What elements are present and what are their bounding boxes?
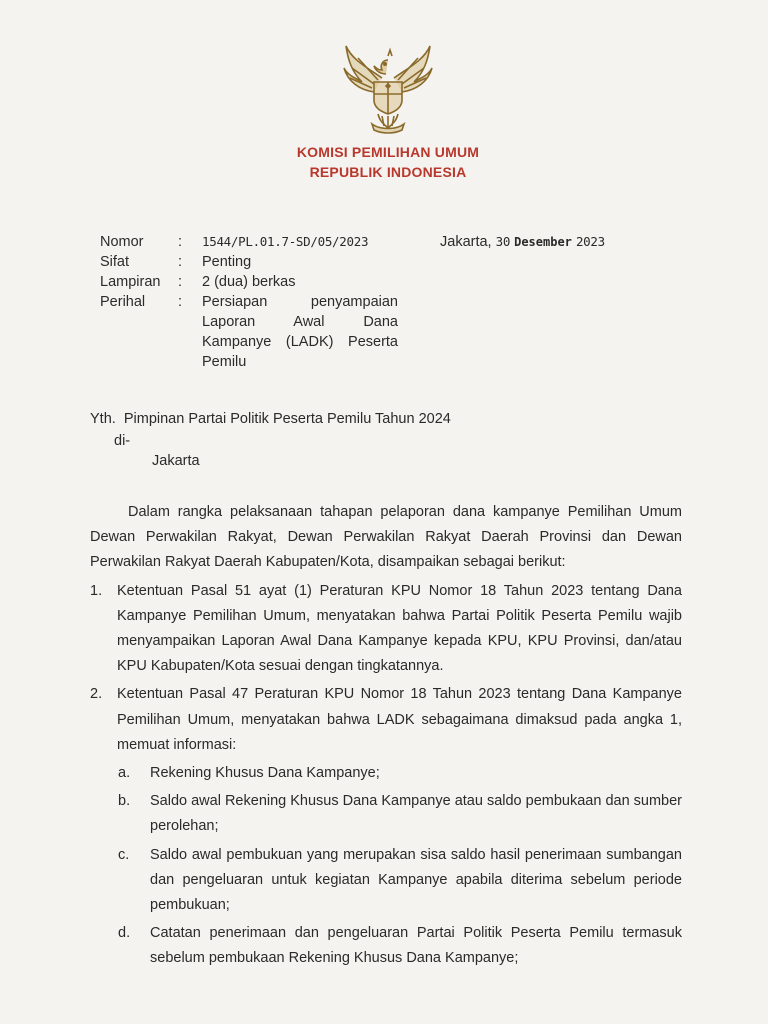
recipient-line: Yth. Pimpinan Partai Politik Peserta Pemilu Tahun 2024 (90, 411, 451, 427)
sub-item-letter: c. (118, 846, 130, 863)
nomor-value: 1544/PL.01.7-SD/05/2023 (202, 234, 369, 249)
colon: : (178, 274, 183, 290)
perihal-line: Kampanye (LADK) Peserta (202, 334, 398, 350)
meta-row-perihal (100, 292, 398, 312)
list-item (90, 682, 682, 758)
sub-item-text: Rekening Khusus Dana Kampanye; (150, 765, 380, 782)
meta-row-perihal-cont (100, 352, 398, 372)
recipient-di: di- (114, 433, 131, 449)
item-text: Ketentuan Pasal 51 ayat (1) Peraturan KPU Nomor 18 Tahun 2023 tentang Dana Kampanye Pemilihan Umum, menyatakan bahwa Partai Politik Peserta Pemilu wajib menyampaikan Laporan Awal Dana Kampanye kepada KPU, KPU Provinsi, dan/atau KPU Kabupaten/Kota sesuai dengan tingkatannya. (117, 582, 682, 675)
letter-body (90, 500, 682, 972)
colon: : (178, 254, 183, 270)
sub-item (118, 761, 682, 786)
recipient-city: Jakarta (152, 453, 200, 469)
perihal-line: Persiapan penyampaian (202, 294, 398, 310)
date-day: 30 (495, 234, 511, 249)
org-name-line2: REPUBLIK INDONESIA (309, 164, 467, 180)
sub-item (118, 843, 682, 919)
perihal-line: Laporan Awal Dana (202, 314, 398, 330)
date-year: 2023 (575, 234, 605, 249)
date-place: Jakarta, (440, 234, 492, 250)
colon: : (178, 294, 183, 310)
letter-date (440, 232, 605, 252)
sub-item (118, 921, 682, 971)
lampiran-value: 2 (dua) berkas (202, 274, 296, 290)
meta-row-perihal-cont (100, 312, 398, 332)
nomor-label: Nomor (100, 234, 144, 250)
list-item (90, 579, 682, 680)
lampiran-label: Lampiran (100, 274, 161, 290)
org-name-line1: KOMISI PEMILIHAN UMUM (296, 144, 480, 160)
meta-row-perihal-cont (100, 332, 398, 352)
sifat-label: Sifat (100, 254, 130, 270)
item-number: 1. (90, 582, 103, 599)
sub-item-text: Saldo awal Rekening Khusus Dana Kampanye atau saldo pembukaan dan sumber perolehan; (150, 793, 683, 835)
sub-item-letter: a. (118, 765, 131, 782)
sub-item-letter: d. (118, 925, 131, 942)
garuda-emblem-icon (338, 38, 438, 138)
sub-item (118, 789, 682, 839)
meta-row-sifat (100, 252, 398, 272)
sub-item-text: Catatan penerimaan dan pengeluaran Partai Politik Peserta Pemilu termasuk sebelum pembukaan Rekening Khusus Dana Kampanye; (150, 925, 682, 967)
sub-item-letter: b. (118, 793, 131, 810)
sifat-value: Penting (202, 254, 252, 270)
letter-meta (100, 232, 398, 372)
item-number: 2. (90, 686, 103, 703)
sub-item-text: Saldo awal pembukuan yang merupakan sisa saldo hasil penerimaan sumbangan dan pengeluaran untuk kegiatan Kampanye apabila diterima sebelum periode pembukuan; (150, 846, 682, 914)
perihal-line: Pemilu (202, 354, 247, 370)
item-text: Ketentuan Pasal 47 Peraturan KPU Nomor 18 Tahun 2023 tentang Dana Kampanye Pemilihan Umum, menyatakan bahwa LADK sebagaimana dimaksud pada angka 1, memuat informasi: (117, 686, 682, 753)
meta-row-lampiran (100, 272, 398, 292)
intro-paragraph: Dalam rangka pelaksanaan tahapan pelaporan dana kampanye Pemilihan Umum Dewan Perwakilan Rakyat, Dewan Perwakilan Rakyat Daerah Provinsi dan Dewan Perwakilan Rakyat Daerah Kabupaten/Kota, disampaikan sebagai berikut: (90, 504, 682, 571)
perihal-label: Perihal (100, 294, 146, 310)
date-month: Desember (514, 235, 572, 249)
recipient-block (90, 408, 451, 469)
colon: : (178, 234, 183, 250)
meta-row-nomor (100, 232, 398, 252)
